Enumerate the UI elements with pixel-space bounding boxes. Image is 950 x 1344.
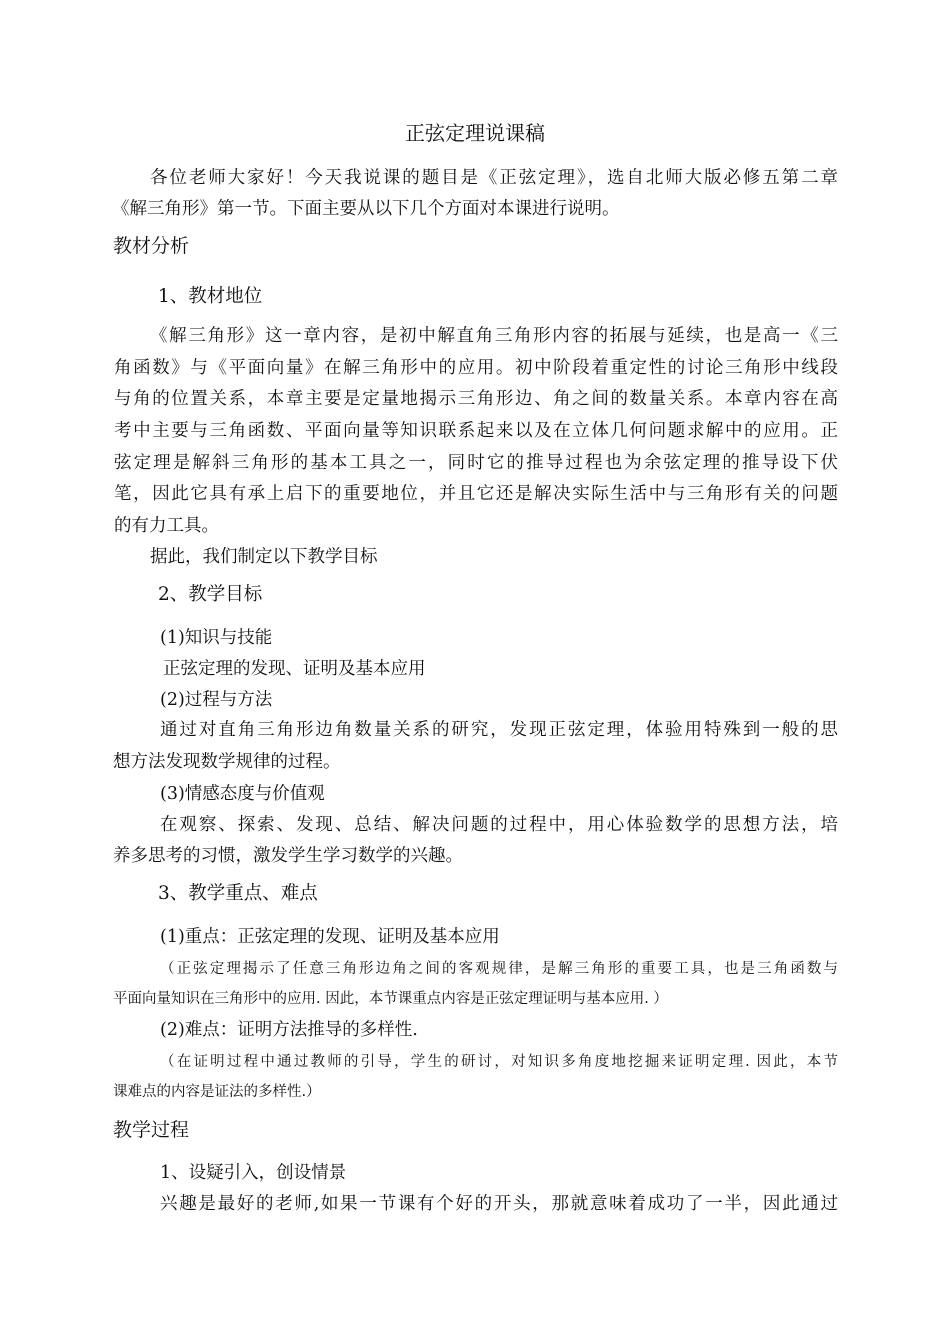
intro-line-2: 《解三角形》第一节。下面主要从以下几个方面对本课进行说明。 — [112, 199, 620, 219]
status-line-3: 与角的位置关系，本章主要是定量地揭示三角形边、角之间的数量关系。本章内容在高 — [114, 389, 838, 409]
key-note-line-1: （正弦定理揭示了任意三角形边角之间的客观规律，是解三角形的重要工具，也是三角函数与 — [160, 961, 838, 977]
status-line-4: 考中主要与三角函数、平面向量等知识联系起来以及在立体几何问题求解中的应用。正 — [114, 421, 838, 441]
objective-process-label: (2)过程与方法 — [160, 690, 273, 710]
status-line-7: 的有力工具。 — [114, 516, 219, 536]
section-heading-materials: 教材分析 — [113, 235, 190, 257]
key-point-line: (1)重点：正弦定理的发现、证明及基本应用 — [160, 927, 500, 947]
objective-emotion-label: (3)情感态度与价值观 — [160, 784, 325, 804]
subheading-status: 1、教材地位 — [158, 286, 263, 307]
difficulty-note-line-1: （在证明过程中通过教师的引导，学生的研讨，对知识多角度地挖掘来证明定理. 因此，本节 — [160, 1054, 838, 1070]
difficulty-line: (2)难点：证明方法推导的多样性. — [160, 1020, 418, 1040]
status-line-2: 角函数》与《平面向量》在解三角形中的应用。初中阶段着重定性的讨论三角形中线段 — [114, 358, 838, 378]
key-note-line-2: 平面向量知识在三角形中的应用. 因此，本节课重点内容是正弦定理证明与基本应用. ） — [113, 991, 668, 1007]
section-heading-process: 教学过程 — [113, 1119, 190, 1141]
objective-emotion-line-2: 养多思考的习惯，激发学生学习数学的兴趣。 — [113, 846, 463, 866]
subheading-intro: 1、设疑引入，创设情景 — [160, 1163, 347, 1183]
objective-knowledge-label: (1)知识与技能 — [160, 628, 273, 648]
transition-line: 据此，我们制定以下教学目标 — [150, 547, 378, 567]
difficulty-note-line-2: 课难点的内容是证法的多样性.） — [113, 1084, 321, 1100]
subheading-keypoints: 3、教学重点、难点 — [158, 883, 318, 904]
intro-line-1: 各位老师大家好！今天我说课的题目是《正弦定理》，选自北师大版必修五第二章 — [150, 168, 838, 188]
intro-process-line: 兴趣是最好的老师,如果一节课有个好的开头，那就意味着成功了一半，因此通过 — [160, 1194, 838, 1214]
objective-knowledge-text: 正弦定理的发现、证明及基本应用 — [163, 659, 426, 679]
objective-process-line-1: 通过对直角三角形边角数量关系的研究，发现正弦定理，体验用特殊到一般的思 — [160, 720, 838, 740]
objective-emotion-line-1: 在观察、探索、发现、总结、解决问题的过程中，用心体验数学的思想方法，培 — [160, 815, 838, 835]
status-line-1: 《解三角形》这一章内容，是初中解直角三角形内容的拓展与延续，也是高一《三 — [150, 326, 838, 346]
document-title: 正弦定理说课稿 — [405, 121, 545, 145]
status-line-5: 弦定理是解斜三角形的基本工具之一，同时它的推导过程也为余弦定理的推导设下伏 — [114, 453, 838, 473]
subheading-objectives: 2、教学目标 — [158, 584, 263, 605]
status-line-6: 笔，因此它具有承上启下的重要地位，并且它还是解决实际生活中与三角形有关的问题 — [114, 484, 838, 504]
objective-process-line-2: 想方法发现数学规律的过程。 — [113, 752, 341, 772]
